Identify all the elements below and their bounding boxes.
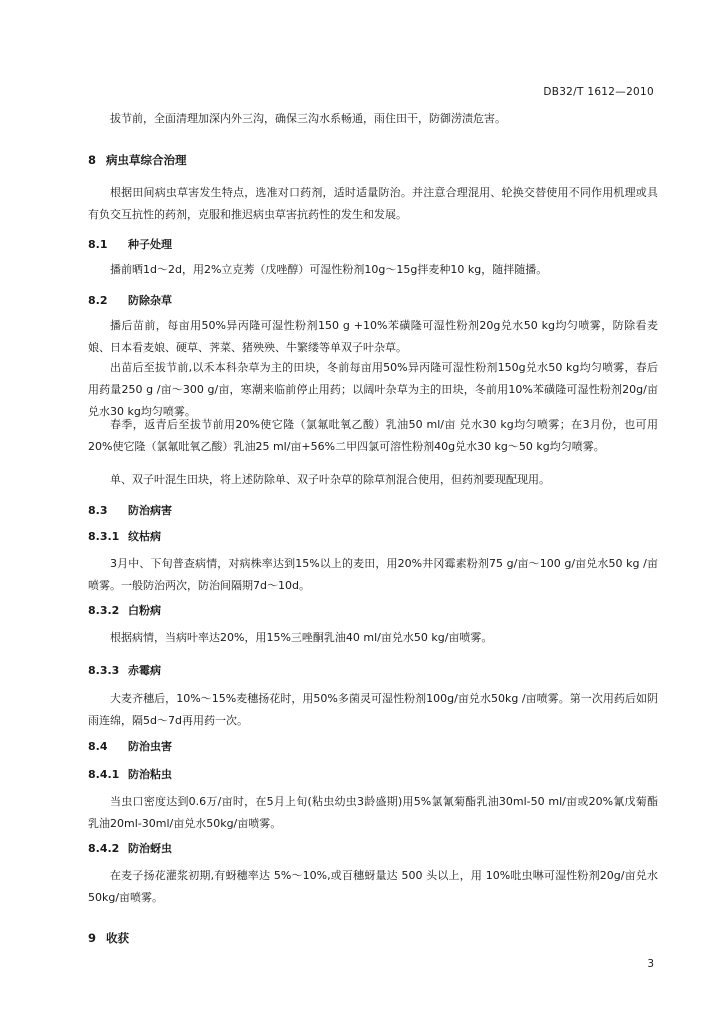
section-title: 防治虫害 xyxy=(128,740,172,753)
section-heading-8-1 xyxy=(88,236,172,252)
section-title: 病虫草综合治理 xyxy=(106,153,187,167)
standard-code: DB32/T 1612—2010 xyxy=(543,86,654,98)
section-title: 白粉病 xyxy=(128,604,161,617)
section-title: 防除杂草 xyxy=(128,294,172,307)
section-title: 纹枯病 xyxy=(128,530,161,543)
section-heading-8 xyxy=(88,152,187,168)
section-number: 8 xyxy=(88,153,97,167)
paragraph-intro: 拔节前，全面清理加深内外三沟，确保三沟水系畅通，雨住田干，防御涝渍危害。 xyxy=(110,112,506,125)
section-number: 8.3.3 xyxy=(88,664,120,677)
section-heading-8-4-2 xyxy=(88,840,172,856)
paragraph-8-3-2: 根据病情，当病叶率达20%，用15%三唑酮乳油40 ml/亩兑水50 kg/亩喷雾。 xyxy=(110,631,493,644)
section-heading-8-3-2 xyxy=(88,602,161,618)
section-number: 9 xyxy=(88,931,97,945)
section-number: 8.4.2 xyxy=(88,842,120,855)
section-heading-8-2 xyxy=(88,292,172,308)
section-title: 种子处理 xyxy=(128,238,172,251)
section-number: 8.3 xyxy=(88,504,108,517)
section-number: 8.3.1 xyxy=(88,530,120,543)
paragraph-8-2-c: 春季，返青后至拔节前用20%使它隆（氯氟吡氧乙酸）乳油50 ml/亩 兑水30 kg均匀喷雾；在3月份，也可用20%使它隆（氯氟吡氧乙酸）乳油25 ml/亩+56%二甲四氯可溶性粉剂40g兑水30 kg～50 kg均匀喷雾。 xyxy=(88,418,658,453)
paragraph-8: 根据田间病虫草害发生特点，选准对口药剂，适时适量防治。并注意合理混用、轮换交替使用不同作用机理或具有负交互抗性的药剂，克服和推迟病虫草害抗药性的发生和发展。 xyxy=(88,186,658,221)
section-number: 8.1 xyxy=(88,238,108,251)
section-heading-8-4-1 xyxy=(88,766,172,782)
paragraph-8-2-d: 单、双子叶混生田块，将上述防除单、双子叶杂草的除草剂混合使用，但药剂要现配现用。 xyxy=(110,473,550,486)
paragraph-8-1: 播前晒1d～2d，用2%立克莠（戊唑醇）可湿性粉剂10g～15g拌麦种10 kg，随拌随播。 xyxy=(110,263,548,276)
section-title: 收获 xyxy=(106,931,129,945)
section-heading-8-3-3 xyxy=(88,662,161,678)
paragraph-8-2-b: 出苗后至拔节前,以禾本科杂草为主的田块，冬前每亩用50%异丙隆可湿性粉剂150g兑水50 kg均匀喷雾，春后用药量250 g /亩～300 g/亩，寒潮来临前停止用药；以阔叶杂草为主的田块，冬前用10%苯磺隆可湿性粉剂20g/亩兑水30 kg均匀喷雾。 xyxy=(88,361,658,418)
section-number: 8.4 xyxy=(88,740,108,753)
paragraph-8-3-1: 3月中、下旬普查病情，对病株率达到15%以上的麦田，用20%井冈霉素粉剂75 g/亩～100 g/亩兑水50 kg /亩喷雾。一般防治两次，防治间隔期7d～10d。 xyxy=(88,557,658,592)
section-number: 8.3.2 xyxy=(88,604,120,617)
page-number: 3 xyxy=(647,958,654,970)
paragraph-8-3-3: 大麦齐穗后，10%～15%麦穗扬花时，用50%多菌灵可湿性粉剂100g/亩兑水50kg /亩喷雾。第一次用药后如阴雨连绵，隔5d～7d再用药一次。 xyxy=(88,692,658,727)
section-title: 防治蚜虫 xyxy=(128,842,172,855)
section-title: 防治粘虫 xyxy=(128,768,172,781)
section-heading-9 xyxy=(88,930,129,946)
paragraph-8-4-2: 在麦子扬花灌浆初期,有蚜穗率达 5%～10%,或百穗蚜量达 500 头以上，用 10%吡虫啉可湿性粉剂20g/亩兑水50kg/亩喷雾。 xyxy=(88,869,658,904)
section-number: 8.2 xyxy=(88,294,108,307)
section-heading-8-3-1 xyxy=(88,528,161,544)
section-title: 赤霉病 xyxy=(128,664,161,677)
section-heading-8-4 xyxy=(88,738,172,754)
paragraph-8-2-a: 播后苗前，每亩用50%异丙隆可湿性粉剂150 g +10%苯磺隆可湿性粉剂20g兑水50 kg均匀喷雾，防除看麦娘、日本看麦娘、硬草、荠菜、猪殃殃、牛繁缕等单双子叶杂草。 xyxy=(88,319,658,354)
section-heading-8-3 xyxy=(88,502,172,518)
paragraph-8-4-1: 当虫口密度达到0.6万/亩时，在5月上旬(粘虫幼虫3龄盛期)用5%氯氰菊酯乳油30ml-50 ml/亩或20%氰戊菊酯乳油20ml-30ml/亩兑水50kg/亩喷雾。 xyxy=(88,795,658,830)
section-title: 防治病害 xyxy=(128,504,172,517)
section-number: 8.4.1 xyxy=(88,768,120,781)
